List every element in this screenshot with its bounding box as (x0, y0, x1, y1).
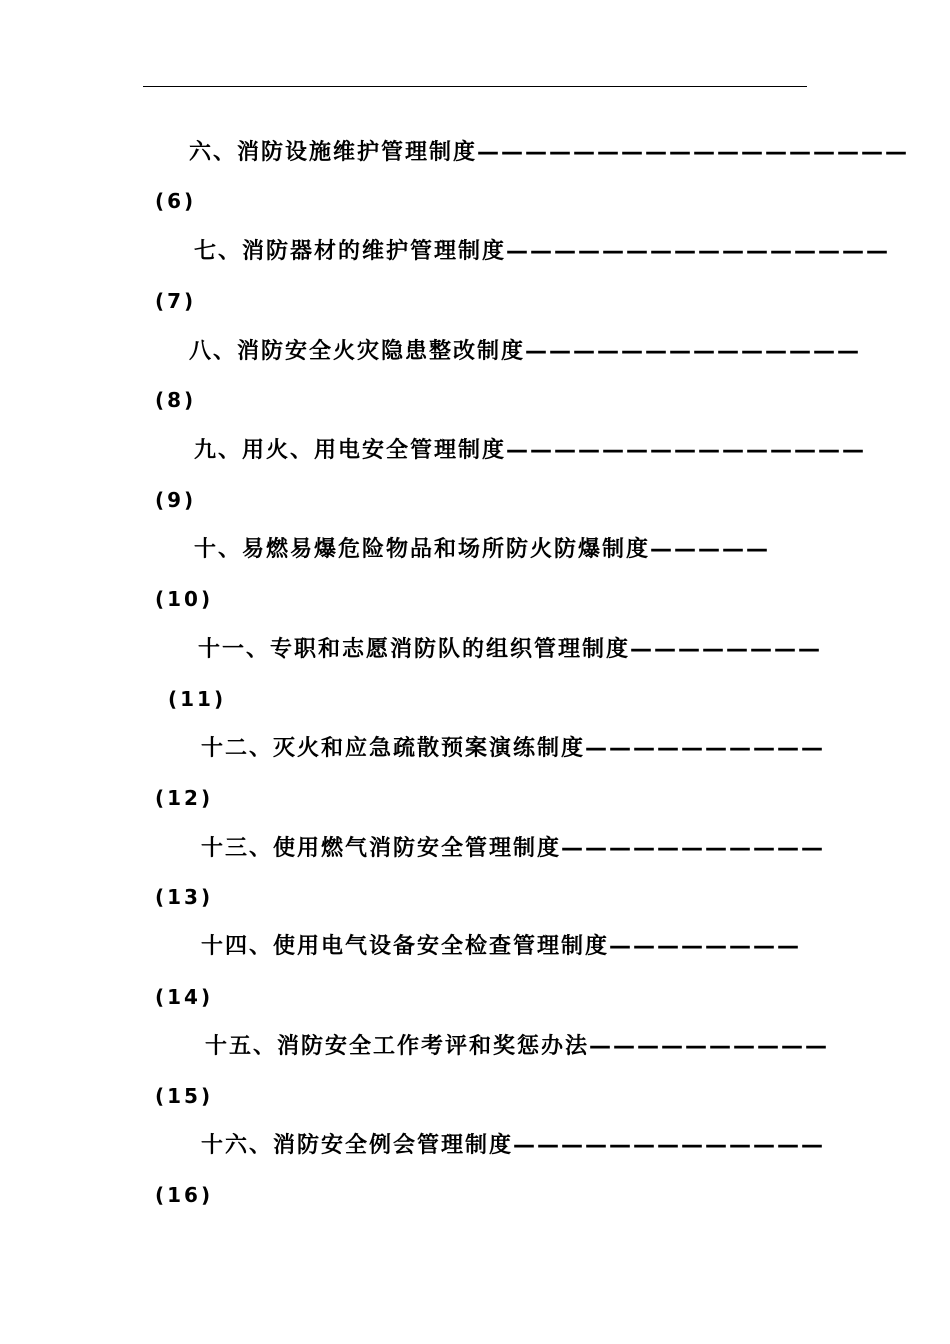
toc-entry-title: 七、消防器材的维护管理制度———————————————— (194, 239, 891, 264)
toc-entry-page: (11) (168, 687, 227, 711)
toc-entry-page: (12) (155, 786, 214, 810)
toc-entry-page: (10) (155, 587, 214, 611)
toc-entry-page: (8) (155, 388, 197, 412)
toc-entry-title: 六、消防设施维护管理制度—————————————————— (189, 140, 910, 165)
toc-entry-title: 九、用火、用电安全管理制度——————————————— (194, 438, 867, 463)
toc-entry-page: (14) (155, 985, 214, 1009)
toc-entry-title: 十六、消防安全例会管理制度————————————— (201, 1133, 826, 1158)
toc-entry-page: (9) (155, 488, 197, 512)
toc-entry-page: (7) (155, 289, 197, 313)
toc-entry-title: 十三、使用燃气消防安全管理制度——————————— (201, 836, 826, 861)
toc-entry-title: 十四、使用电气设备安全检查管理制度———————— (201, 934, 802, 959)
toc-entry-title: 八、消防安全火灾隐患整改制度—————————————— (189, 339, 862, 364)
toc-entry-title: 十、易燃易爆危险物品和场所防火防爆制度————— (194, 537, 771, 562)
toc-entry-title: 十二、灭火和应急疏散预案演练制度—————————— (201, 736, 826, 761)
toc-entry-title: 十一、专职和志愿消防队的组织管理制度———————— (198, 637, 823, 662)
toc-entry-page: (16) (155, 1183, 214, 1207)
toc-entry-title: 十五、消防安全工作考评和奖惩办法—————————— (205, 1034, 830, 1059)
toc-entry-page: (6) (155, 189, 197, 213)
toc-entry-page: (15) (155, 1084, 214, 1108)
toc-entry-page: (13) (155, 885, 214, 909)
